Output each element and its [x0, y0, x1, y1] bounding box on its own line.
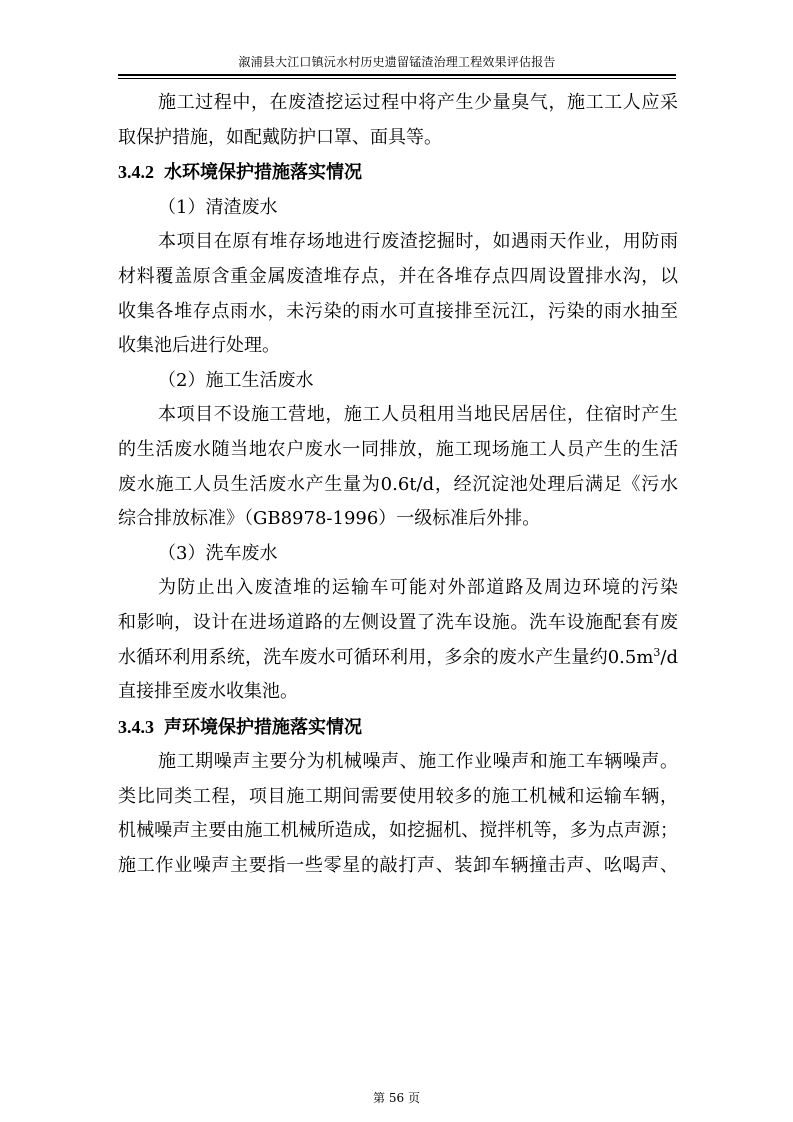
body-line: 为防止出入废渣堆的运输车可能对外部道路及周边环境的污染 [158, 577, 678, 599]
section-title: 水环境保护措施落实情况 [164, 162, 362, 184]
body-line: 废水施工人员生活废水产生量为0.6t/d，经沉淀池处理后满足《污水 [118, 473, 678, 495]
body-text: /d [660, 646, 678, 668]
section-title: 声环境保护措施落实情况 [164, 716, 362, 738]
section-number: 3.4.2 [118, 162, 154, 183]
superscript: 3 [653, 645, 661, 659]
page-content [118, 86, 678, 884]
body-line: 本项目在原有堆存场地进行废渣挖掘时，如遇雨天作业，用防雨 [158, 231, 678, 253]
header-rule-thick [118, 74, 676, 76]
body-text: 水循环利用系统，洗车废水可循环利用，多余的废水产生量约0.5m [118, 646, 654, 668]
body-line: 取保护措施，如配戴防护口罩、面具等。 [118, 126, 442, 148]
body-line: 和影响，设计在进场道路的左侧设置了洗车设施。洗车设施配套有废 [118, 611, 678, 633]
body-line: 本项目不设施工营地，施工人员租用当地民居居住，住宿时产生 [158, 404, 678, 426]
body-line: 机械噪声主要由施工机械所造成，如挖掘机、搅拌机等，多为点声源； [118, 820, 678, 842]
section-heading-3-4-2 [118, 155, 678, 191]
header-rule-thin [118, 78, 676, 79]
body-line: 材料覆盖原含重金属废渣堆存点，并在各堆存点四周设置排水沟，以 [118, 265, 678, 287]
body-line: 类比同类工程，项目施工期间需要使用较多的施工机械和运输车辆， [118, 785, 678, 807]
body-line: 综合排放标准》（GB8978-1996）一级标准后外排。 [118, 508, 541, 530]
body-line: 施工过程中，在废渣挖运过程中将产生少量臭气，施工工人应采 [158, 92, 678, 113]
body-line: 收集各堆存点雨水，未污染的雨水可直接排至沅江，污染的雨水抽至 [118, 300, 678, 322]
item-heading: （3）洗车废水 [158, 542, 278, 564]
body-line: 的生活废水随当地农户废水一同排放，施工现场施工人员产生的生活 [118, 438, 678, 460]
item-heading: （2）施工生活废水 [158, 369, 314, 391]
section-heading-3-4-3 [118, 710, 678, 746]
section-number: 3.4.3 [118, 716, 154, 737]
page-number: 第 56 页 [373, 1091, 420, 1105]
body-line [118, 641, 678, 676]
body-line: 直接排至废水收集池。 [118, 681, 298, 703]
body-line: 收集池后进行处理。 [118, 335, 280, 357]
running-header: 溆浦县大江口镇沅水村历史遗留锰渣治理工程效果评估报告 [238, 55, 556, 69]
body-line: 施工期噪声主要分为机械噪声、施工作业噪声和施工车辆噪声。 [158, 751, 678, 773]
body-line: 施工作业噪声主要指一些零星的敲打声、装卸车辆撞击声、吆喝声、 [118, 855, 678, 877]
item-heading: （1）清渣废水 [158, 196, 278, 218]
